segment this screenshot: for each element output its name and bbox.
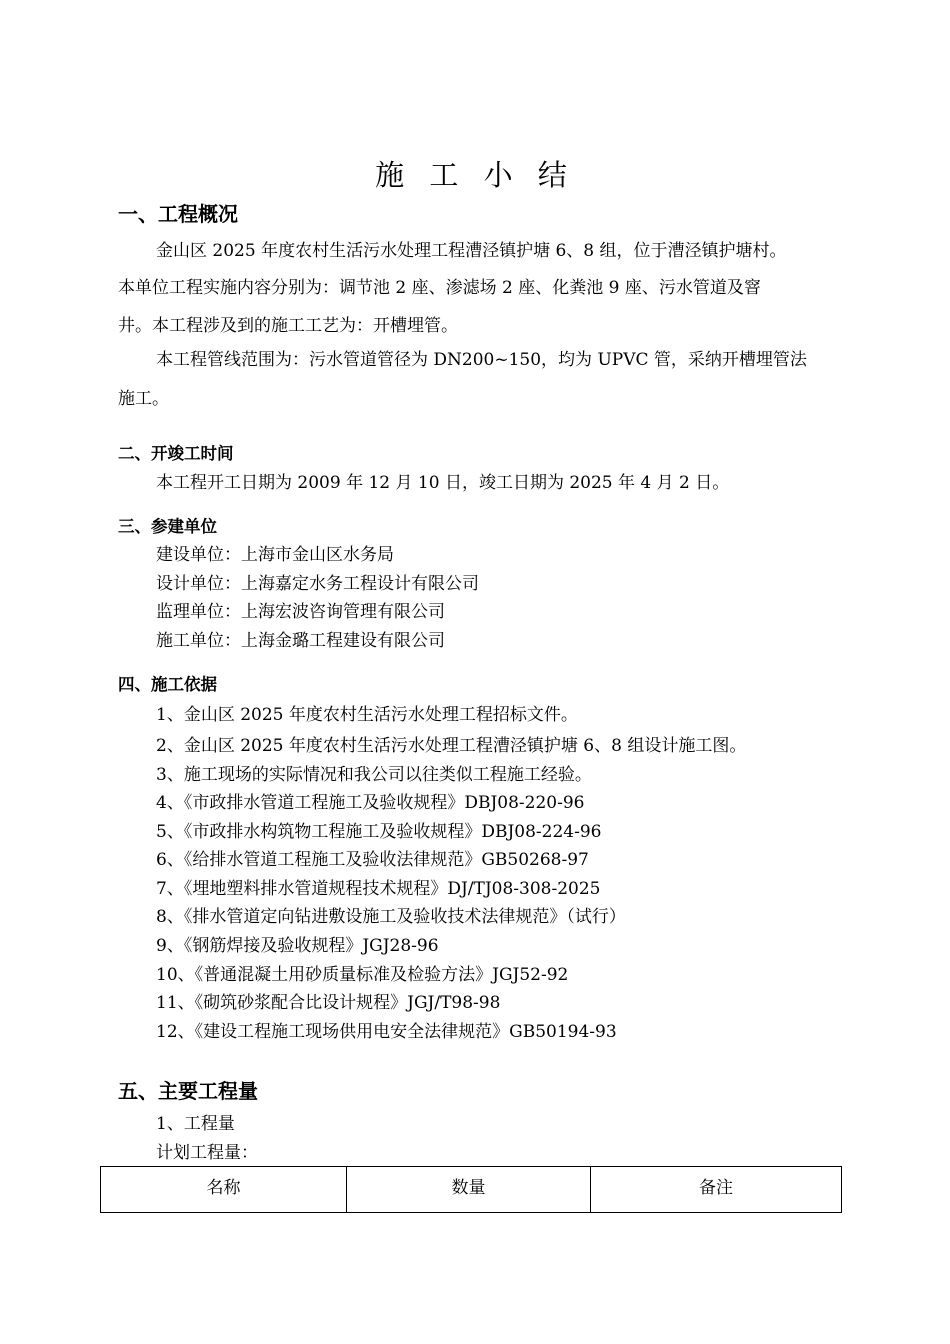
table-header-row <box>101 1167 842 1213</box>
unit-item: 建设单位：上海市金山区水务局 <box>156 545 394 565</box>
basis-item: 8、《排水管道定向钻进敷设施工及验收技术法律规范》（试行） <box>156 907 626 927</box>
section-2-text: 本工程开工日期为 2009 年 12 月 10 日，竣工日期为 2025 年 4 月 2 日。 <box>156 473 730 493</box>
section-5-heading: 五、主要工程量 <box>118 1079 258 1103</box>
section-4-heading: 四、施工依据 <box>118 675 217 694</box>
section-1-line: 金山区 2025 年度农村生活污水处理工程漕泾镇护塘 6、8 组，位于漕泾镇护塘村。 <box>156 241 787 261</box>
section-1-line: 井。本工程涉及到的施工工艺为：开槽埋管。 <box>118 316 458 336</box>
basis-item: 4、《市政排水管道工程施工及验收规程》DBJ08-220-96 <box>156 793 585 813</box>
quantity-subheading: 1、工程量 <box>156 1114 235 1134</box>
section-1-line: 本工程管线范围为：污水管道管径为 DN200~150，均为 UPVC 管，采纳开槽埋管法 <box>156 350 807 370</box>
unit-item: 监理单位：上海宏波咨询管理有限公司 <box>156 602 445 622</box>
basis-item: 9、《钢筋焊接及验收规程》JGJ28-96 <box>156 936 439 956</box>
basis-item: 1、金山区 2025 年度农村生活污水处理工程招标文件。 <box>156 705 578 725</box>
quantity-table <box>100 1166 842 1213</box>
planned-quantity-label: 计划工程量： <box>156 1143 258 1163</box>
section-1-line: 本单位工程实施内容分别为：调节池 2 座、渗滤场 2 座、化粪池 9 座、污水管道及窨 <box>118 278 761 298</box>
section-2-heading: 二、开竣工时间 <box>118 444 234 463</box>
section-3-heading: 三、参建单位 <box>118 517 217 536</box>
basis-item: 10、《普通混凝土用砂质量标准及检验方法》JGJ52-92 <box>156 965 569 985</box>
basis-item: 2、金山区 2025 年度农村生活污水处理工程漕泾镇护塘 6、8 组设计施工图。 <box>156 736 747 756</box>
basis-item: 7、《埋地塑料排水管道规程技术规程》DJ/TJ08-308-2025 <box>156 879 601 899</box>
document-title: 施 工 小 结 <box>375 158 575 192</box>
section-1-heading: 一、工程概况 <box>118 202 238 226</box>
basis-item: 6、《给排水管道工程施工及验收法律规范》GB50268-97 <box>156 850 589 870</box>
table-header-name: 名称 <box>101 1167 347 1213</box>
basis-item: 12、《建设工程施工现场供用电安全法律规范》GB50194-93 <box>156 1022 617 1042</box>
unit-item: 设计单位：上海嘉定水务工程设计有限公司 <box>156 574 479 594</box>
section-1-line: 施工。 <box>118 389 169 409</box>
basis-item: 5、《市政排水构筑物工程施工及验收规程》DBJ08-224-96 <box>156 822 602 842</box>
table-header-remarks: 备注 <box>591 1167 842 1213</box>
basis-item: 3、施工现场的实际情况和我公司以往类似工程施工经验。 <box>156 765 592 785</box>
unit-item: 施工单位：上海金璐工程建设有限公司 <box>156 631 445 651</box>
table-header-quantity: 数量 <box>347 1167 591 1213</box>
basis-item: 11、《砌筑砂浆配合比设计规程》JGJ/T98-98 <box>156 993 501 1013</box>
